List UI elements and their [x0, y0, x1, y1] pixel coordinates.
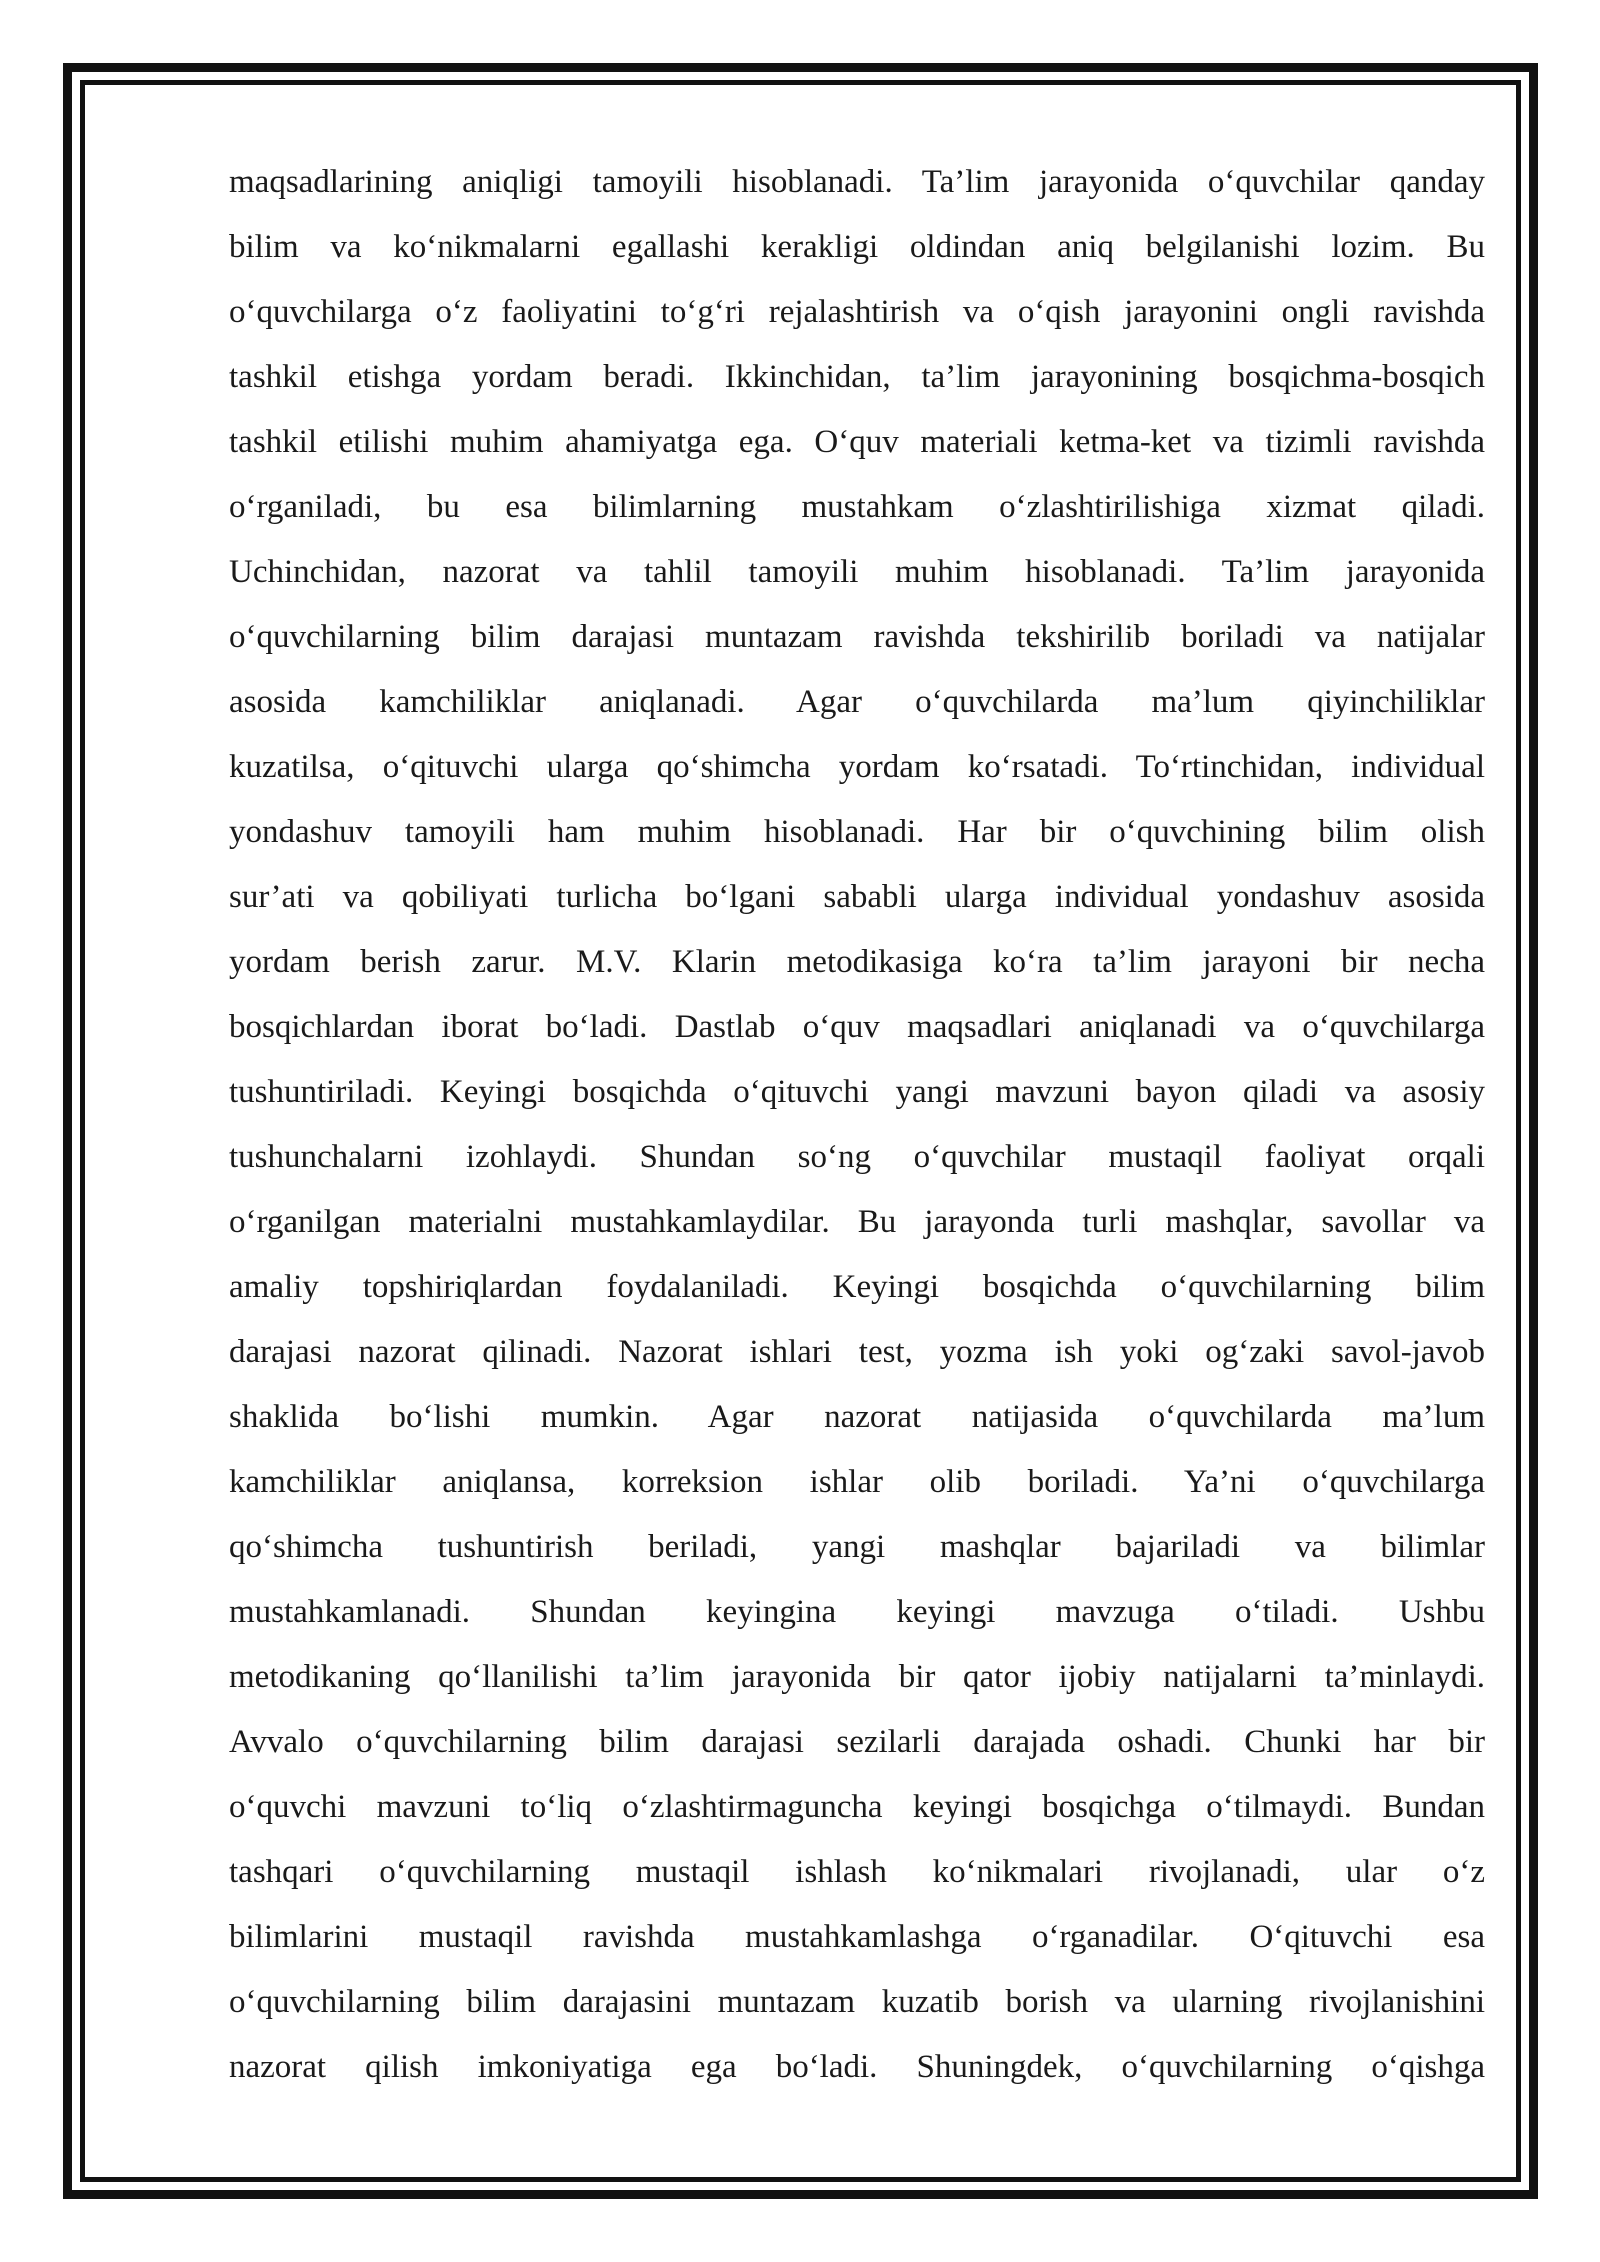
text-line: nazorat qilish imkoniyatiga ega bo‘ladi. Shuningdek, o‘quvchilarning o‘qishga [229, 2049, 1485, 2085]
text-line: tashkil etishga yordam beradi. Ikkinchidan, ta’lim jarayonining bosqichma-bosqich [229, 359, 1485, 395]
text-line: bilimlarini mustaqil ravishda mustahkamlashga o‘rganadilar. O‘qituvchi esa [229, 1919, 1485, 1955]
text-line: o‘quvchilarning bilim darajasini muntazam kuzatib borish va ularning rivojlanishini [229, 1984, 1485, 2020]
text-line: sur’ati va qobiliyati turlicha bo‘lgani sababli ularga individual yondashuv asosida [229, 879, 1485, 915]
text-line: tushunchalarni izohlaydi. Shundan so‘ng o‘quvchilar mustaqil faoliyat orqali [229, 1139, 1485, 1175]
text-line: tushuntiriladi. Keyingi bosqichda o‘qituvchi yangi mavzuni bayon qiladi va asosiy [229, 1074, 1485, 1110]
text-line: Uchinchidan, nazorat va tahlil tamoyili muhim hisoblanadi. Ta’lim jarayonida [229, 554, 1485, 590]
text-line: tashkil etilishi muhim ahamiyatga ega. O‘quv materiali ketma-ket va tizimli ravishda [229, 424, 1485, 460]
text-line: kamchiliklar aniqlansa, korreksion ishlar olib boriladi. Ya’ni o‘quvchilarga [229, 1464, 1485, 1500]
text-line: yordam berish zarur. M.V. Klarin metodikasiga ko‘ra ta’lim jarayoni bir necha [229, 944, 1485, 980]
text-line: darajasi nazorat qilinadi. Nazorat ishlari test, yozma ish yoki og‘zaki savol-javob [229, 1334, 1485, 1370]
text-line: tashqari o‘quvchilarning mustaqil ishlash ko‘nikmalari rivojlanadi, ular o‘z [229, 1854, 1485, 1890]
document-body [229, 150, 1485, 2100]
text-line: bosqichlardan iborat bo‘ladi. Dastlab o‘quv maqsadlari aniqlanadi va o‘quvchilarga [229, 1009, 1485, 1045]
text-line: o‘quvchilarning bilim darajasi muntazam ravishda tekshirilib boriladi va natijalar [229, 619, 1485, 655]
text-line: o‘quvchilarga o‘z faoliyatini to‘g‘ri rejalashtirish va o‘qish jarayonini ongli ravishda [229, 294, 1485, 330]
text-line: bilim va ko‘nikmalarni egallashi kerakligi oldindan aniq belgilanishi lozim. Bu [229, 229, 1485, 265]
text-line: o‘rganilgan materialni mustahkamlaydilar. Bu jarayonda turli mashqlar, savollar va [229, 1204, 1485, 1240]
text-line: mustahkamlanadi. Shundan keyingina keyingi mavzuga o‘tiladi. Ushbu [229, 1594, 1485, 1630]
text-line: amaliy topshiriqlardan foydalaniladi. Keyingi bosqichda o‘quvchilarning bilim [229, 1269, 1485, 1305]
text-line: asosida kamchiliklar aniqlanadi. Agar o‘quvchilarda ma’lum qiyinchiliklar [229, 684, 1485, 720]
text-line: maqsadlarining aniqligi tamoyili hisoblanadi. Ta’lim jarayonida o‘quvchilar qanday [229, 164, 1485, 200]
text-line: kuzatilsa, o‘qituvchi ularga qo‘shimcha yordam ko‘rsatadi. To‘rtinchidan, individual [229, 749, 1485, 785]
text-line: metodikaning qo‘llanilishi ta’lim jarayonida bir qator ijobiy natijalarni ta’minlaydi. [229, 1659, 1485, 1695]
text-line: yondashuv tamoyili ham muhim hisoblanadi. Har bir o‘quvchining bilim olish [229, 814, 1485, 850]
text-line: qo‘shimcha tushuntirish beriladi, yangi mashqlar bajariladi va bilimlar [229, 1529, 1485, 1565]
text-line: Avvalo o‘quvchilarning bilim darajasi sezilarli darajada oshadi. Chunki har bir [229, 1724, 1485, 1760]
text-line: o‘quvchi mavzuni to‘liq o‘zlashtirmaguncha keyingi bosqichga o‘tilmaydi. Bundan [229, 1789, 1485, 1825]
text-line: o‘rganiladi, bu esa bilimlarning mustahkam o‘zlashtirilishiga xizmat qiladi. [229, 489, 1485, 525]
text-line: shaklida bo‘lishi mumkin. Agar nazorat natijasida o‘quvchilarda ma’lum [229, 1399, 1485, 1435]
